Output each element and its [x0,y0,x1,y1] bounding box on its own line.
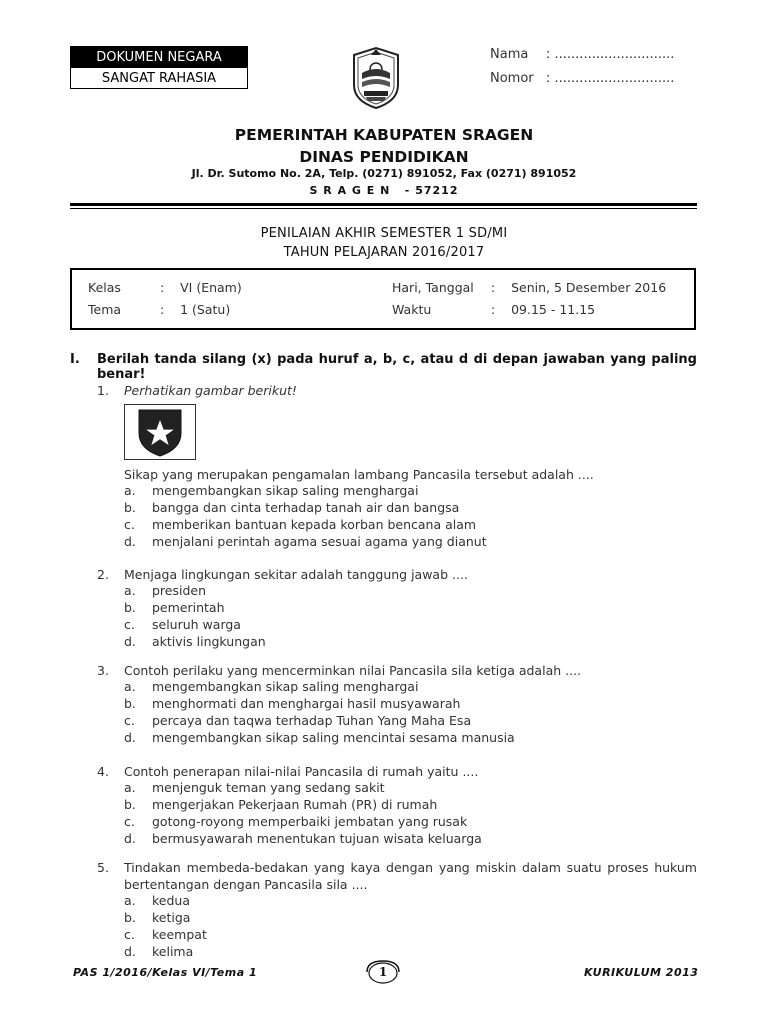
footer-exam-code: PAS 1/2016/Kelas VI/Tema 1 [73,966,258,979]
option-text: percaya dan taqwa terhadap Tuhan Yang Maha Esa [152,713,472,728]
question-5-option-b[interactable] [124,910,684,927]
question-3 [97,662,697,680]
waktu-value: : 09.15 - 11.15 [491,302,596,317]
option-letter: a. [124,583,136,598]
question-number: 4. [97,764,109,779]
question-text: Contoh penerapan nilai-nilai Pancasila di rumah yaitu .... [124,764,479,779]
option-text: kelima [152,944,194,959]
option-letter: b. [124,500,136,515]
stamp-sangat-rahasia: SANGAT RAHASIA [70,68,248,89]
question-3-option-d[interactable] [124,730,684,747]
option-letter: a. [124,893,136,908]
option-text: presiden [152,583,207,598]
question-1-option-a[interactable] [124,483,684,500]
letterhead-address: Jl. Dr. Sutomo No. 2A, Telp. (0271) 891052, Fax (0271) 891052 [191,167,577,180]
question-number: 3. [97,663,109,678]
option-letter: c. [124,517,135,532]
option-text: menghormati dan menghargai hasil musyawarah [152,696,461,711]
stamp-dokumen-negara: DOKUMEN NEGARA [70,46,248,68]
question-3-option-b[interactable] [124,696,684,713]
option-letter: b. [124,696,136,711]
option-text: bermusyawarah menentukan tujuan wisata keluarga [152,831,482,846]
option-letter: c. [124,713,135,728]
question-1-option-d[interactable] [124,534,684,551]
option-text: mengerjakan Pekerjaan Rumah (PR) di rumah [152,797,438,812]
option-text: keempat [152,927,207,942]
kelas-value: : VI (Enam) [160,280,242,295]
question-2-option-a[interactable] [124,583,684,600]
question-text: Contoh perilaku yang mencerminkan nilai Pancasila sila ketiga adalah .... [124,663,582,678]
question-text-line2: bertentangan dengan Pancasila sila .... [124,877,368,892]
letterhead-rule-thick [70,203,697,206]
tema-label: Tema [88,302,122,317]
question-number: 2. [97,567,109,582]
kelas-label: Kelas [88,280,121,295]
option-text: pemerintah [152,600,225,615]
question-number: 5. [97,860,109,875]
letterhead-department: DINAS PENDIDIKAN [299,148,469,166]
option-letter: c. [124,814,135,829]
option-text: bangga dan cinta terhadap tanah air dan bangsa [152,500,460,515]
classification-stamp [70,46,248,89]
question-2-option-c[interactable] [124,617,684,634]
question-3-option-c[interactable] [124,713,684,730]
exam-info-box [70,268,696,330]
option-letter: d. [124,534,136,549]
question-2 [97,566,697,584]
option-text: aktivis lingkungan [152,634,266,649]
hari-tanggal-label: Hari, Tanggal [392,280,474,295]
option-letter: b. [124,910,136,925]
question-3-option-a[interactable] [124,679,684,696]
question-4-option-c[interactable] [124,814,684,831]
question-text-line1: Tindakan membeda-bedakan yang kaya dengan yang miskin dalam suatu proses hukum [124,860,697,875]
sragen-emblem-icon [350,45,402,111]
option-text: memberikan bantuan kepada korban bencana alam [152,517,477,532]
question-5-option-a[interactable] [124,893,684,910]
option-text: gotong-royong memperbaiki jembatan yang rusak [152,814,468,829]
waktu-label: Waktu [392,302,432,317]
option-text: mengembangkan sikap saling menghargai [152,679,419,694]
option-text: seluruh warga [152,617,241,632]
option-text: kedua [152,893,191,908]
option-letter: a. [124,679,136,694]
tema-value: : 1 (Satu) [160,302,231,317]
question-4-option-d[interactable] [124,831,684,848]
question-1-option-b[interactable] [124,500,684,517]
page-number-badge [364,958,402,986]
nama-value: : ............................. [546,47,675,62]
letterhead-government: PEMERINTAH KABUPATEN SRAGEN [234,126,534,144]
option-letter: c. [124,617,135,632]
option-text: ketiga [152,910,191,925]
question-5-option-d[interactable] [124,944,684,961]
question-1-text: Sikap yang merupakan pengamalan lambang Pancasila tersebut adalah .... [124,467,594,482]
page-number: 1 [378,965,388,979]
letterhead-rule-thin [70,208,697,209]
option-letter: b. [124,600,136,615]
option-letter: c. [124,927,135,942]
nomor-field [490,71,674,86]
question-2-option-d[interactable] [124,634,684,651]
nama-label: Nama [490,47,529,62]
exam-year: TAHUN PELAJARAN 2016/2017 [283,245,485,260]
option-letter: d. [124,730,136,745]
pancasila-star-shield-image [124,404,196,460]
section-number: I. [70,352,80,367]
option-text: menjalani perintah agama sesuai agama yang dianut [152,534,487,549]
option-letter: a. [124,780,136,795]
exam-title: PENILAIAN AKHIR SEMESTER 1 SD/MI [260,226,508,241]
option-letter: b. [124,797,136,812]
nomor-value: : ............................. [546,71,675,86]
question-4-option-a[interactable] [124,780,684,797]
question-2-option-b[interactable] [124,600,684,617]
option-text: menjenguk teman yang sedang sakit [152,780,385,795]
option-text: mengembangkan sikap saling mencintai sesama manusia [152,730,515,745]
question-intro: Perhatikan gambar berikut! [124,383,297,398]
question-1-option-c[interactable] [124,517,684,534]
question-4-option-b[interactable] [124,797,684,814]
question-5 [97,859,697,895]
nama-field [490,47,674,62]
question-5-option-c[interactable] [124,927,684,944]
question-1 [97,382,697,400]
nomor-label: Nomor [490,71,534,86]
letterhead-city: S R A G E N - 57212 [309,184,459,197]
question-number: 1. [97,383,109,398]
section-instruction-line2: benar! [97,367,146,382]
question-4 [97,763,697,781]
section-instruction-line1: Berilah tanda silang (x) pada huruf a, b, c, atau d di depan jawaban yang paling [97,352,697,367]
hari-tanggal-value: : Senin, 5 Desember 2016 [491,280,667,295]
option-letter: d. [124,944,136,959]
question-text: Menjaga lingkungan sekitar adalah tanggung jawab .... [124,567,468,582]
footer-curriculum: KURIKULUM 2013 [584,966,699,979]
option-text: mengembangkan sikap saling menghargai [152,483,419,498]
option-letter: d. [124,634,136,649]
option-letter: d. [124,831,136,846]
option-letter: a. [124,483,136,498]
